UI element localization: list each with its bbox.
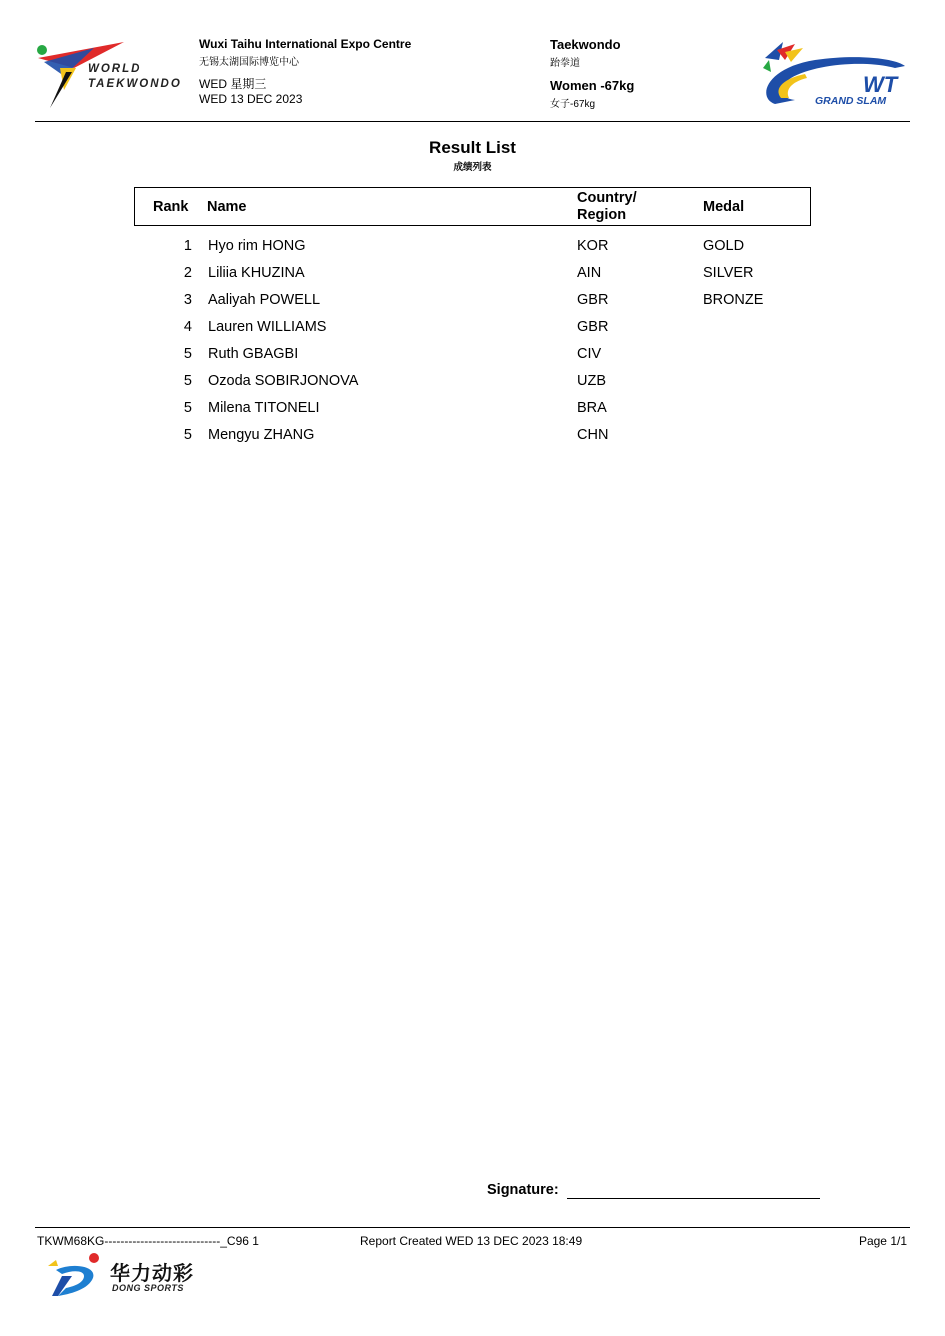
- world-taekwondo-wordmark: WORLD TAEKWONDO: [88, 63, 182, 90]
- table-row: [134, 427, 811, 454]
- medal-cell: BRONZE: [703, 292, 764, 308]
- sport-name-en: Taekwondo: [550, 37, 621, 52]
- table-row: [134, 373, 811, 400]
- grand-slam-logo: [755, 38, 915, 112]
- table-row: [134, 346, 811, 373]
- signature-label: Signature:: [487, 1182, 559, 1198]
- athlete-name-cell: Liliia KHUZINA: [208, 265, 305, 281]
- athlete-name-cell: Ozoda SOBIRJONOVA: [208, 373, 359, 389]
- header-divider: [35, 121, 910, 122]
- athlete-name-cell: Aaliyah POWELL: [208, 292, 321, 308]
- sponsor-name-cn: 华力动彩: [110, 1263, 194, 1285]
- medal-cell: SILVER: [703, 265, 754, 281]
- table-row: [134, 319, 811, 346]
- rank-cell: 3: [183, 292, 192, 308]
- date-line: WED 13 DEC 2023: [199, 92, 303, 106]
- signature-line[interactable]: [567, 1198, 820, 1199]
- venue-name-en: Wuxi Taihu International Expo Centre: [199, 37, 412, 51]
- country-cell: BRA: [577, 400, 607, 416]
- event-name-en: Women -67kg: [550, 78, 635, 93]
- rank-cell: 5: [183, 427, 192, 443]
- rank-cell: 5: [183, 346, 192, 362]
- country-cell: GBR: [577, 292, 609, 308]
- sport-name-cn: 跆拳道: [550, 58, 580, 69]
- rank-cell: 4: [183, 319, 192, 335]
- rank-cell: 5: [183, 400, 192, 416]
- column-header-rank: Rank: [153, 199, 189, 215]
- svg-text:WT: WT: [863, 72, 898, 97]
- report-title: Result List: [429, 138, 516, 157]
- country-cell: GBR: [577, 319, 609, 335]
- dong-sports-logo: [44, 1252, 114, 1298]
- athlete-name-cell: Mengyu ZHANG: [208, 427, 315, 443]
- country-cell: CIV: [577, 346, 602, 362]
- day-line: WED 星期三: [199, 77, 267, 91]
- athlete-name-cell: Hyo rim HONG: [208, 238, 306, 254]
- column-header-name: Name: [207, 199, 247, 215]
- table-row: [134, 265, 811, 292]
- page-number: Page 1/1: [858, 1234, 907, 1248]
- table-row: [134, 238, 811, 265]
- venue-name-cn: 无锡太湖国际博览中心: [199, 57, 299, 68]
- svg-text:GRAND SLAM: GRAND SLAM: [815, 95, 887, 107]
- column-header-country: Country/ Region: [577, 190, 637, 223]
- rank-cell: 5: [183, 373, 192, 389]
- country-cell: AIN: [577, 265, 602, 281]
- event-name-cn: 女子-67kg: [550, 99, 596, 110]
- medal-cell: GOLD: [703, 238, 745, 254]
- country-cell: UZB: [577, 373, 606, 389]
- sport-info: [550, 37, 634, 110]
- athlete-name-cell: Ruth GBAGBI: [208, 346, 299, 362]
- footer-divider: [35, 1227, 910, 1228]
- report-code: TKWM68KG-----------------------------_C96 1: [37, 1234, 259, 1248]
- athlete-name-cell: Lauren WILLIAMS: [208, 319, 327, 335]
- rank-cell: 1: [183, 238, 192, 254]
- country-cell: CHN: [577, 427, 609, 443]
- sponsor-name-en: DONG SPORTS: [112, 1283, 184, 1293]
- column-header-medal: Medal: [703, 199, 745, 215]
- table-row: [134, 400, 811, 427]
- report-created: Report Created WED 13 DEC 2023 18:49: [360, 1234, 583, 1248]
- results-table-header: [134, 187, 811, 226]
- country-cell: KOR: [577, 238, 609, 254]
- venue-info: [199, 37, 411, 106]
- report-subtitle: 成绩列表: [453, 162, 492, 173]
- rank-cell: 2: [183, 265, 192, 281]
- table-row: [134, 292, 811, 319]
- athlete-name-cell: Milena TITONELI: [208, 400, 320, 416]
